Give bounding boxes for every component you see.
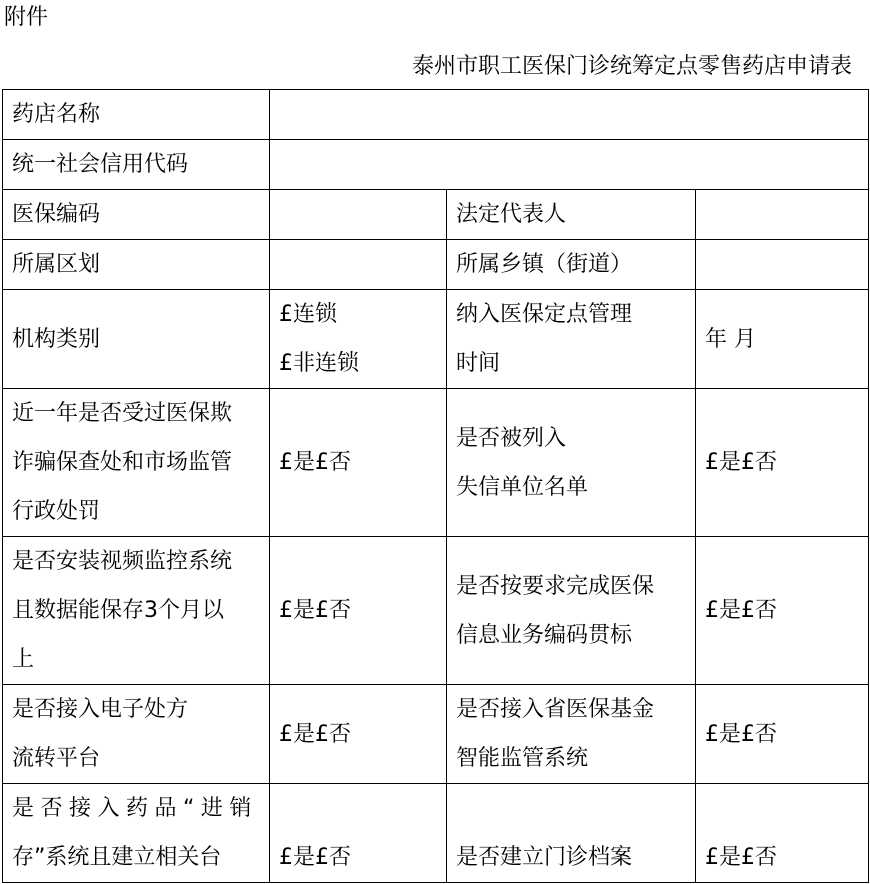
inventory-yes-no[interactable]: £是£否 bbox=[270, 784, 447, 883]
records-question: 是否建立门诊档案 bbox=[447, 784, 696, 883]
category-options bbox=[270, 290, 447, 389]
insurance-code-field[interactable] bbox=[270, 190, 447, 240]
question-line: 是否被列入 bbox=[456, 425, 567, 451]
admission-time-label-line: 时间 bbox=[456, 351, 501, 376]
video-yes-no[interactable]: £是£否 bbox=[270, 537, 447, 685]
records-yes-no[interactable]: £是£否 bbox=[696, 784, 869, 883]
supervision-yes-no[interactable]: £是£否 bbox=[696, 685, 869, 784]
attachment-label: 附件 bbox=[4, 5, 49, 30]
question-line: 是否安装视频监控系统 bbox=[12, 549, 233, 574]
question-line: 信息业务编码贯标 bbox=[456, 622, 633, 648]
question-line: 是否接入药品“进销 bbox=[12, 796, 258, 821]
coding-question bbox=[447, 537, 696, 685]
district-field[interactable] bbox=[270, 240, 447, 290]
question-line: 是否接入省医保基金 bbox=[456, 697, 655, 722]
pharmacy-name-field[interactable] bbox=[270, 90, 869, 140]
dishonest-question bbox=[447, 389, 696, 537]
coding-yes-no[interactable]: £是£否 bbox=[696, 537, 869, 685]
form-title: 泰州市职工医保门诊统筹定点零售药店申请表 bbox=[411, 54, 852, 79]
question-line: 诈骗保查处和市场监管 bbox=[12, 450, 233, 475]
credit-code-label: 统一社会信用代码 bbox=[3, 140, 270, 190]
question-line: 上 bbox=[12, 647, 35, 672]
row-video bbox=[3, 537, 869, 685]
eprescription-question bbox=[3, 685, 270, 784]
inventory-question bbox=[3, 784, 270, 883]
supervision-question bbox=[447, 685, 696, 784]
question-line: 且数据能保存3个月以 bbox=[12, 598, 224, 623]
category-option-nonchain[interactable]: £非连锁 bbox=[279, 351, 359, 376]
pharmacy-name-label: 药店名称 bbox=[3, 90, 270, 140]
question-line: 行政处罚 bbox=[12, 499, 101, 524]
category-option-chain[interactable]: £连锁 bbox=[279, 302, 337, 327]
admission-time-label-line: 纳入医保定点管理 bbox=[456, 302, 633, 327]
application-form-table bbox=[2, 89, 869, 883]
row-credit-code bbox=[3, 140, 869, 190]
question-line: 存”系统且建立相关台 bbox=[12, 845, 222, 870]
penalty-question bbox=[3, 389, 270, 537]
video-question bbox=[3, 537, 270, 685]
row-district bbox=[3, 240, 869, 290]
question-line: 失信单位名单 bbox=[456, 474, 589, 500]
row-penalty bbox=[3, 389, 869, 537]
township-field[interactable] bbox=[696, 240, 869, 290]
row-inventory bbox=[3, 784, 869, 883]
legal-rep-label: 法定代表人 bbox=[447, 190, 696, 240]
question-line: 智能监管系统 bbox=[456, 746, 589, 771]
row-pharmacy-name bbox=[3, 90, 869, 140]
row-eprescription bbox=[3, 685, 869, 784]
admission-time-field[interactable]: 年 月 bbox=[696, 290, 869, 389]
eprescription-yes-no[interactable]: £是£否 bbox=[270, 685, 447, 784]
credit-code-field[interactable] bbox=[270, 140, 869, 190]
question-line: 流转平台 bbox=[12, 746, 101, 771]
district-label: 所属区划 bbox=[3, 240, 270, 290]
question-line: 是否接入电子处方 bbox=[12, 697, 189, 722]
legal-rep-field[interactable] bbox=[696, 190, 869, 240]
category-label: 机构类别 bbox=[3, 290, 270, 389]
dishonest-yes-no[interactable]: £是£否 bbox=[696, 389, 869, 537]
insurance-code-label: 医保编码 bbox=[3, 190, 270, 240]
row-category bbox=[3, 290, 869, 389]
penalty-yes-no[interactable]: £是£否 bbox=[270, 389, 447, 537]
township-label: 所属乡镇（街道） bbox=[447, 240, 696, 290]
question-line: 近一年是否受过医保欺 bbox=[12, 401, 233, 426]
question-line: 是否按要求完成医保 bbox=[456, 573, 655, 599]
row-insurance-code bbox=[3, 190, 869, 240]
admission-time-label bbox=[447, 290, 696, 389]
